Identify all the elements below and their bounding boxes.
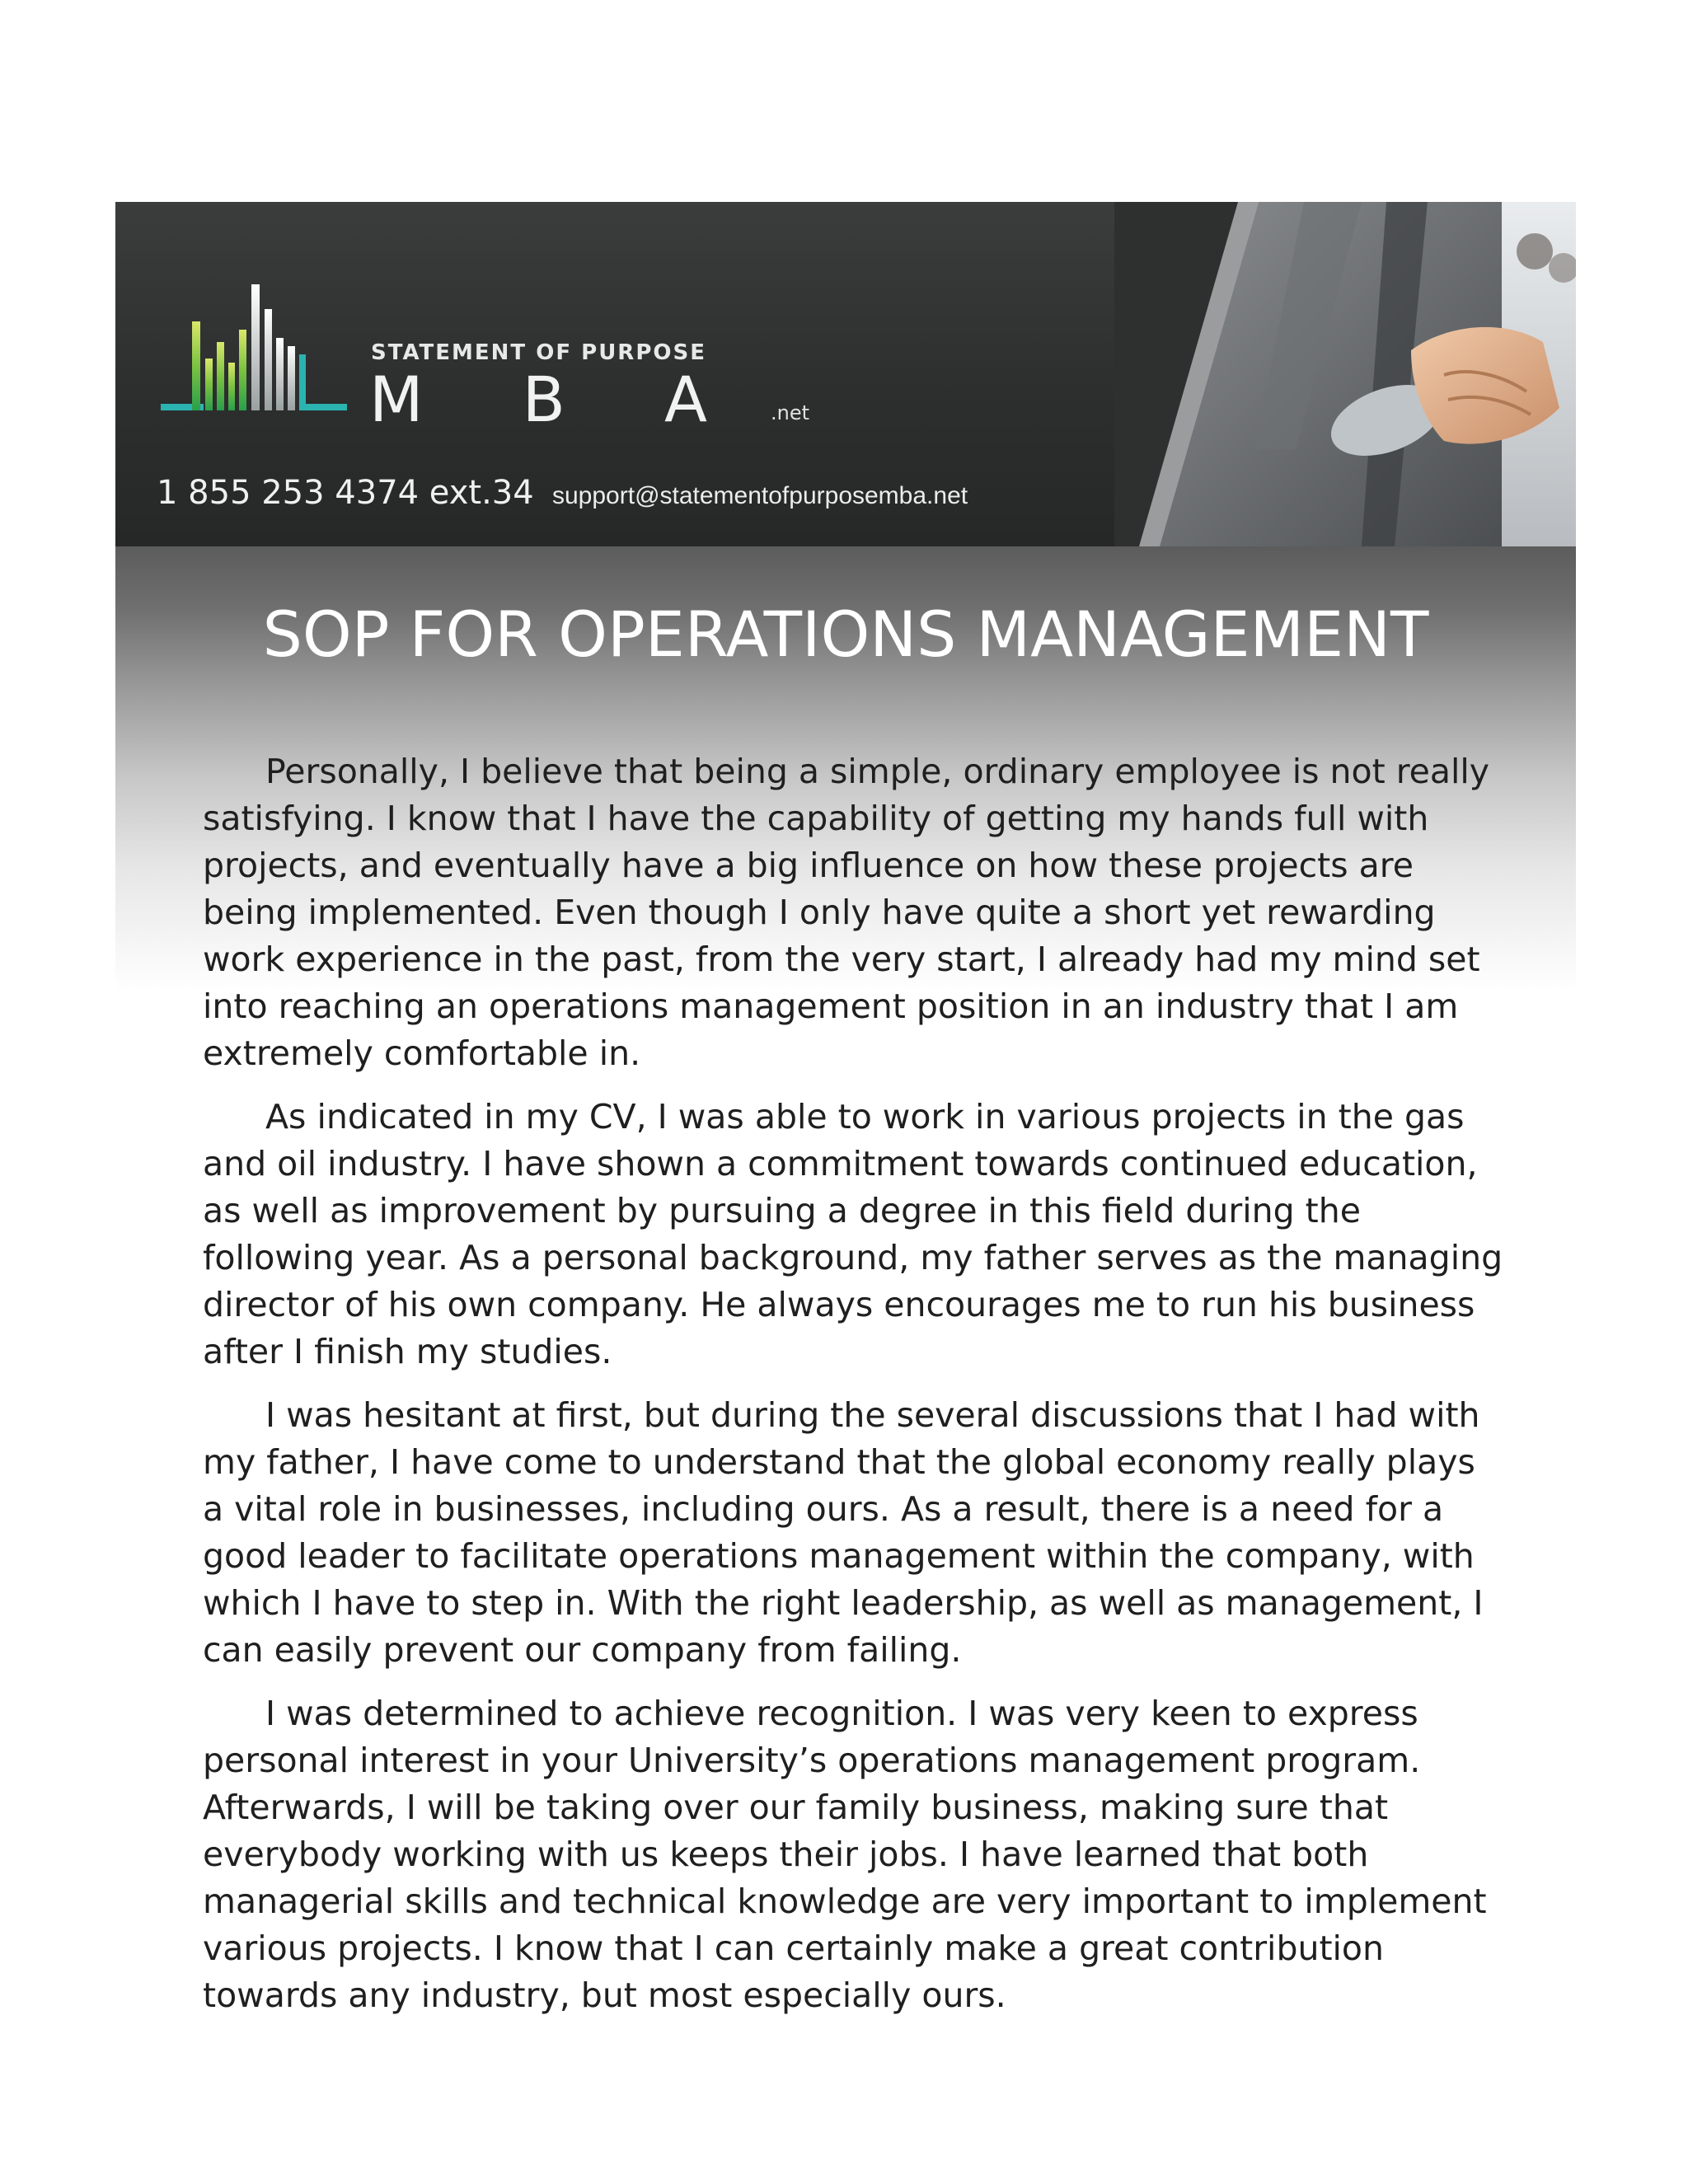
paragraph: I was determined to achieve recognition. I was very keen to express personal interest in your University’s operations management program. Afterwards, I will be taking over our family business, making sure that everybody working with us keeps their jobs. I have learned that both managerial skills and technical knowledge are very important to implement various projects. I know that I can certainly make a great contribution towards any industry, but most especially ours.: [203, 1694, 1487, 2015]
brand-name: M B A: [369, 363, 748, 436]
bar-chart-logo-icon: [161, 280, 350, 420]
page-title: SOP FOR OPERATIONS MANAGEMENT: [262, 598, 1429, 671]
phone-number: 1 855 253 4374 ext.34: [157, 474, 534, 512]
brand-tagline: STATEMENT OF PURPOSE: [371, 340, 706, 365]
document-body: [203, 748, 1505, 2036]
email-address: support@statementofpurposemba.net: [552, 482, 968, 509]
brand-suffix: .net: [771, 401, 810, 424]
header-banner: [115, 202, 1576, 546]
paragraph: I was hesitant at first, but during the several discussions that I had with my father, I have come to understand that the global economy really plays a vital role in businesses, including ours. As a result, there is a need for a good leader to facilitate operations management within the company, with which I have to step in. With the right leadership, as well as management, I can easily prevent our company from failing.: [203, 1395, 1484, 1670]
paragraph: As indicated in my CV, I was able to work in various projects in the gas and oil industry. I have shown a commitment towards continued education, as well as improvement by pursuing a degree in this field during the following year. As a personal background, my father serves as the managing director of his own company. He always encourages me to run his business after I finish my studies.: [203, 1097, 1503, 1371]
paragraph: Personally, I believe that being a simple, ordinary employee is not really satisfying. I know that I have the capability of getting my hands full with projects, and eventually have a big influence on how these projects are being implemented. Even though I only have quite a short yet rewarding work experience in the past, from the very start, I already had my mind set into reaching an operations management position in an industry that I am extremely comfortable in.: [203, 752, 1490, 1073]
handshake-photo: [1114, 202, 1576, 546]
